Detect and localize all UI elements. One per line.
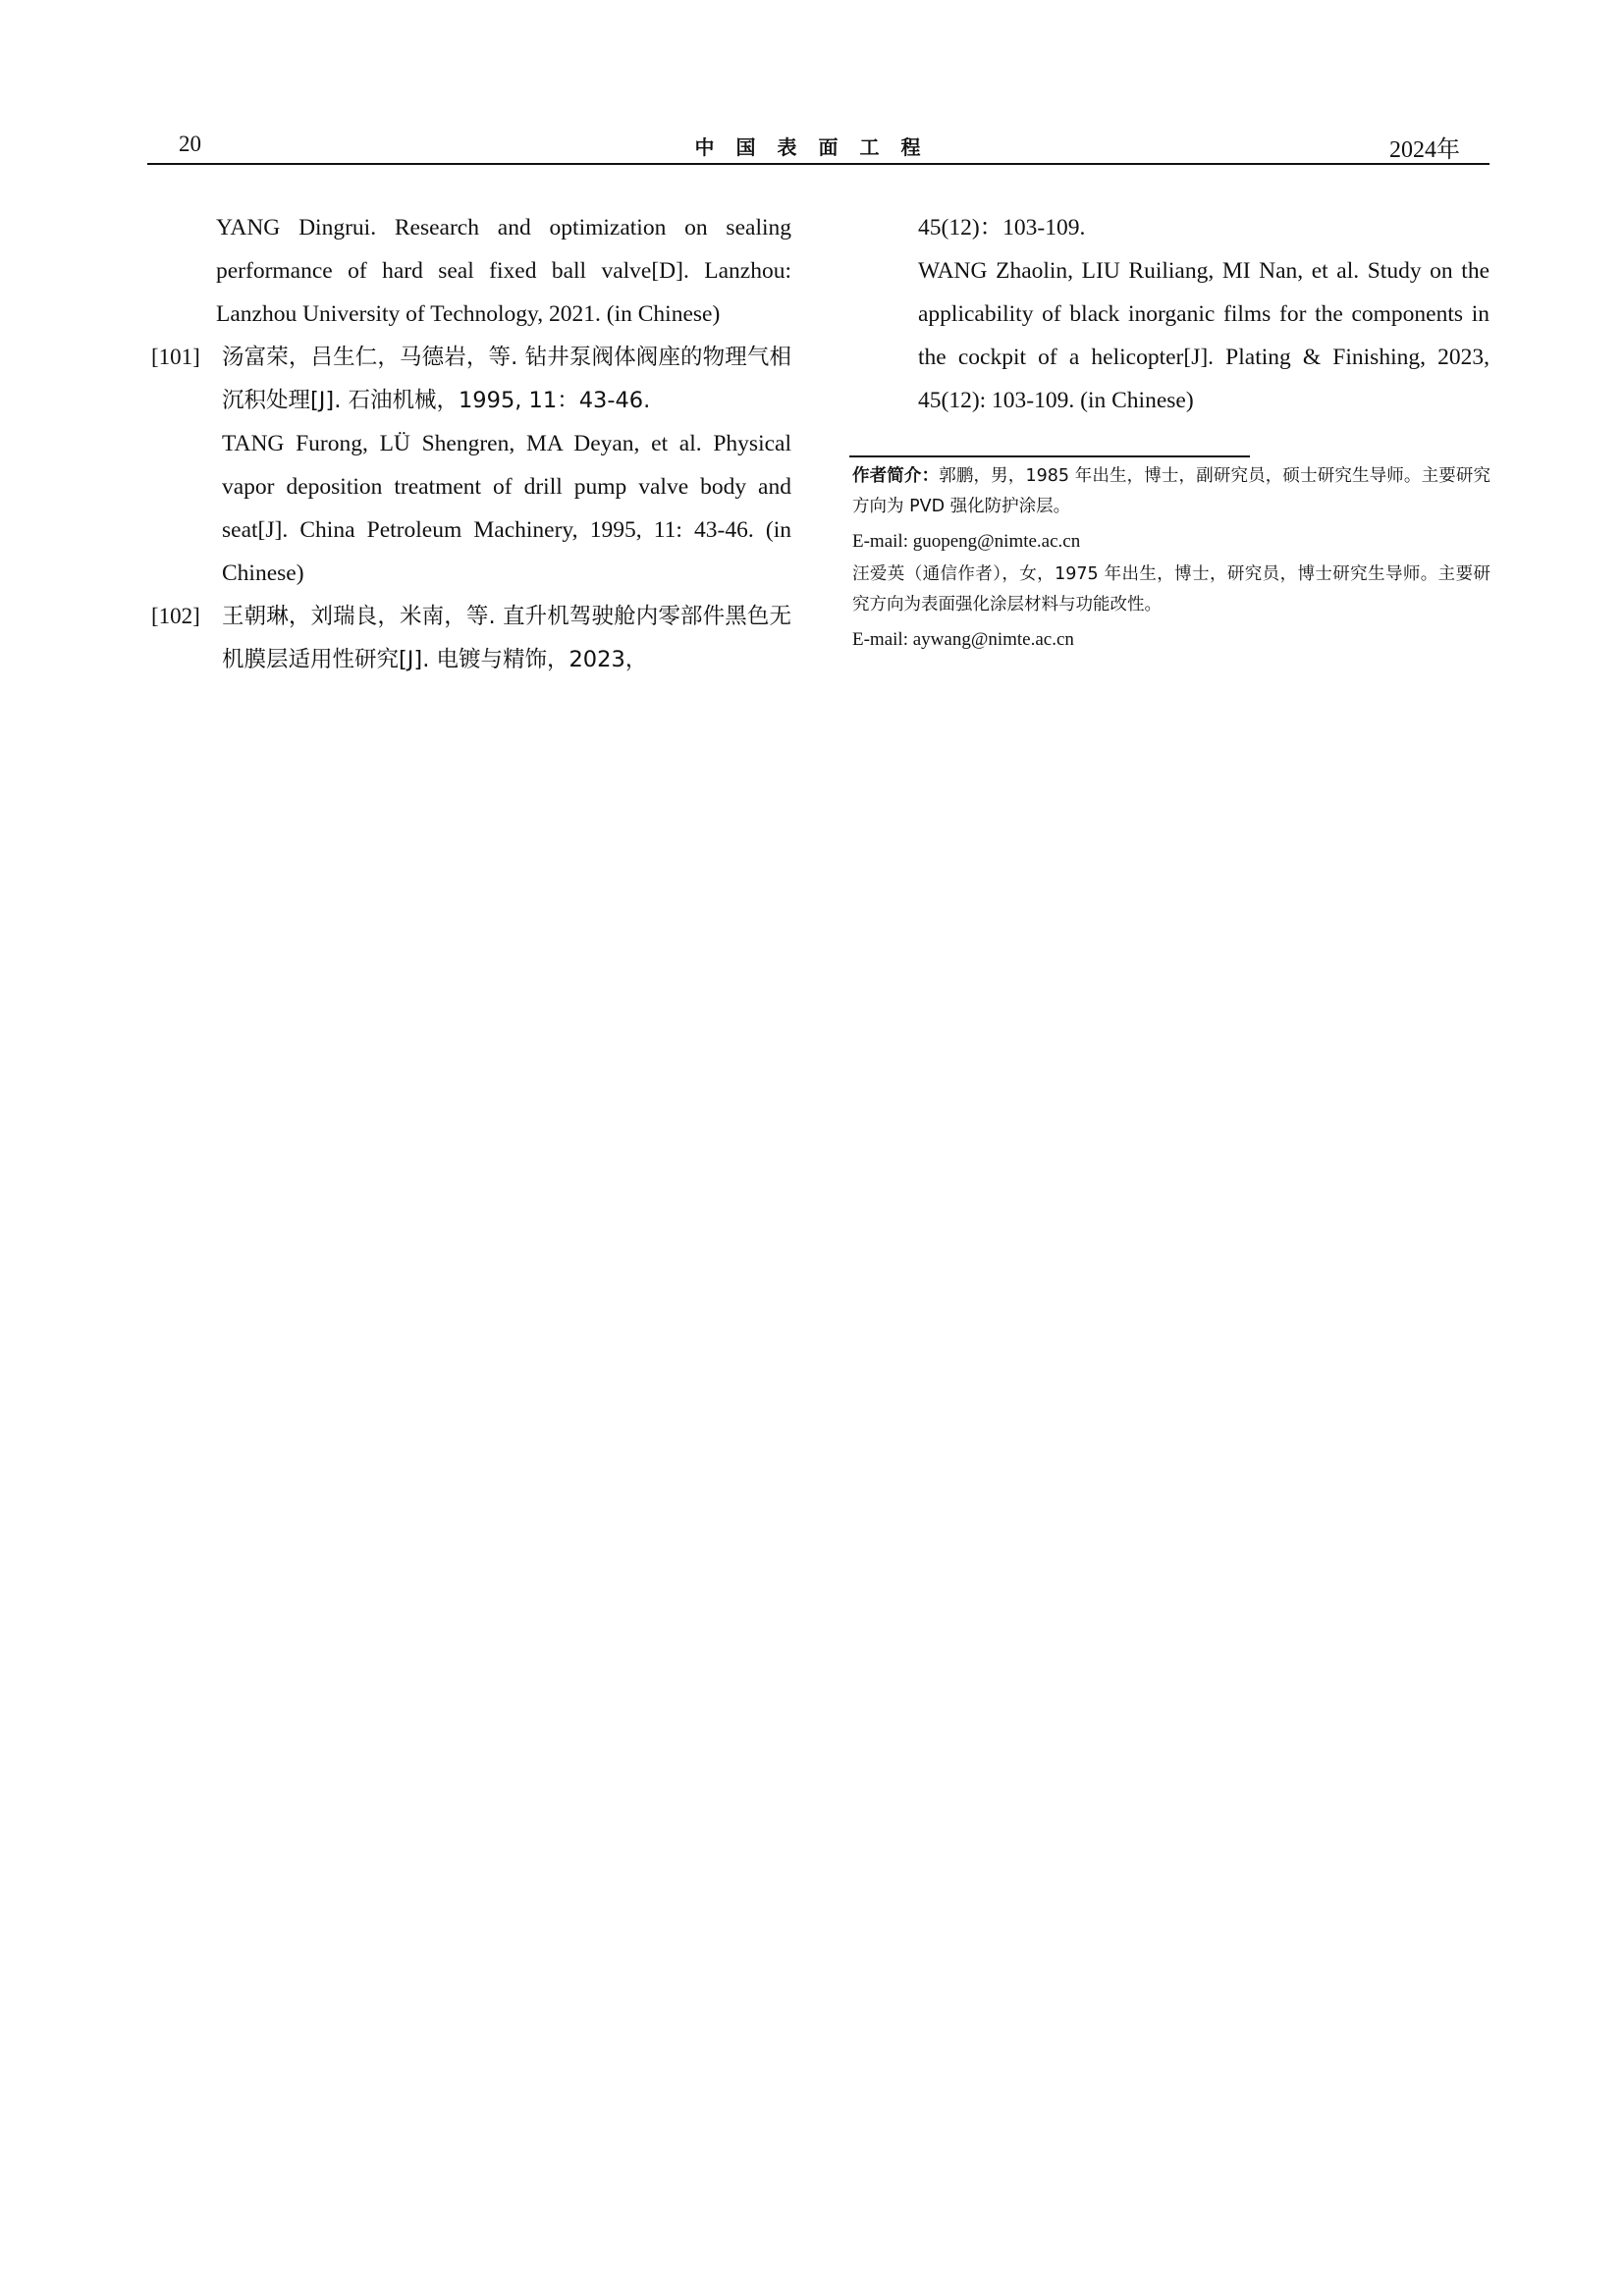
author2-text: 汪爱英（通信作者），女，1975 年出生，博士，研究员，博士研究生导师。主要研究方向为表面强化涂层材料与功能改性。 <box>852 564 1490 614</box>
reference-zh: 汤富荣，吕生仁，马德岩，等. 钻井泵阀体阀座的物理气相沉积处理[J]. 石油机械，1995, 11：43-46. <box>222 345 791 413</box>
reference-en: TANG Furong, LÜ Shengren, MA Deyan, et al. Physical vapor deposition treatment of drill pump valve body and seat[J]. China Petroleum Machinery, 1995, 11: 43-46. (in Chinese) <box>222 431 791 586</box>
reference-continuation <box>849 206 1489 422</box>
author1-email[interactable]: E-mail: guopeng@nimte.ac.cn <box>852 531 1081 552</box>
header-year: 2024年 <box>1389 137 1460 163</box>
reference-number: [101] <box>151 345 200 369</box>
footnote-label: 作者简介： <box>852 466 940 486</box>
page-number: 20 <box>179 132 201 156</box>
reference-number: [102] <box>151 604 200 628</box>
journal-title: 中国表面工程 <box>694 135 943 159</box>
reference-zh: 王朝琳，刘瑞良，米南，等. 直升机驾驶舱内零部件黑色无机膜层适用性研究[J]. 电镀与精饰，2023， <box>222 604 791 672</box>
author2-email[interactable]: E-mail: aywang@nimte.ac.cn <box>852 629 1074 650</box>
footnote-rule <box>849 455 1250 457</box>
reference-continuation-en: WANG Zhaolin, LIU Ruiliang, MI Nan, et al. Study on the applicability of black inorganic films for the components in the cockpit of a helicopter[J]. Plating & Finishing, 2023, 45(12): 103-109. (in Chinese) <box>918 258 1489 413</box>
author-footnote <box>852 461 1490 658</box>
left-column <box>147 206 791 681</box>
header-rule <box>147 163 1489 165</box>
page-header <box>147 126 1489 165</box>
reference-entry <box>147 336 791 595</box>
reference-continuation-zh: 45(12)：103-109. <box>918 215 1086 240</box>
author1-text: 郭鹏，男，1985 年出生，博士，副研究员，硕士研究生导师。主要研究方向为 PVD 强化防护涂层。 <box>852 466 1491 516</box>
author-bio-1 <box>852 461 1490 522</box>
right-column <box>849 206 1489 422</box>
reference-continuation-en: YANG Dingrui. Research and optimization on sealing performance of hard seal fixed ball valve[D]. Lanzhou: Lanzhou University of Technology, 2021. (in Chinese) <box>216 215 791 327</box>
reference-continuation <box>147 206 791 336</box>
reference-entry <box>147 595 791 681</box>
